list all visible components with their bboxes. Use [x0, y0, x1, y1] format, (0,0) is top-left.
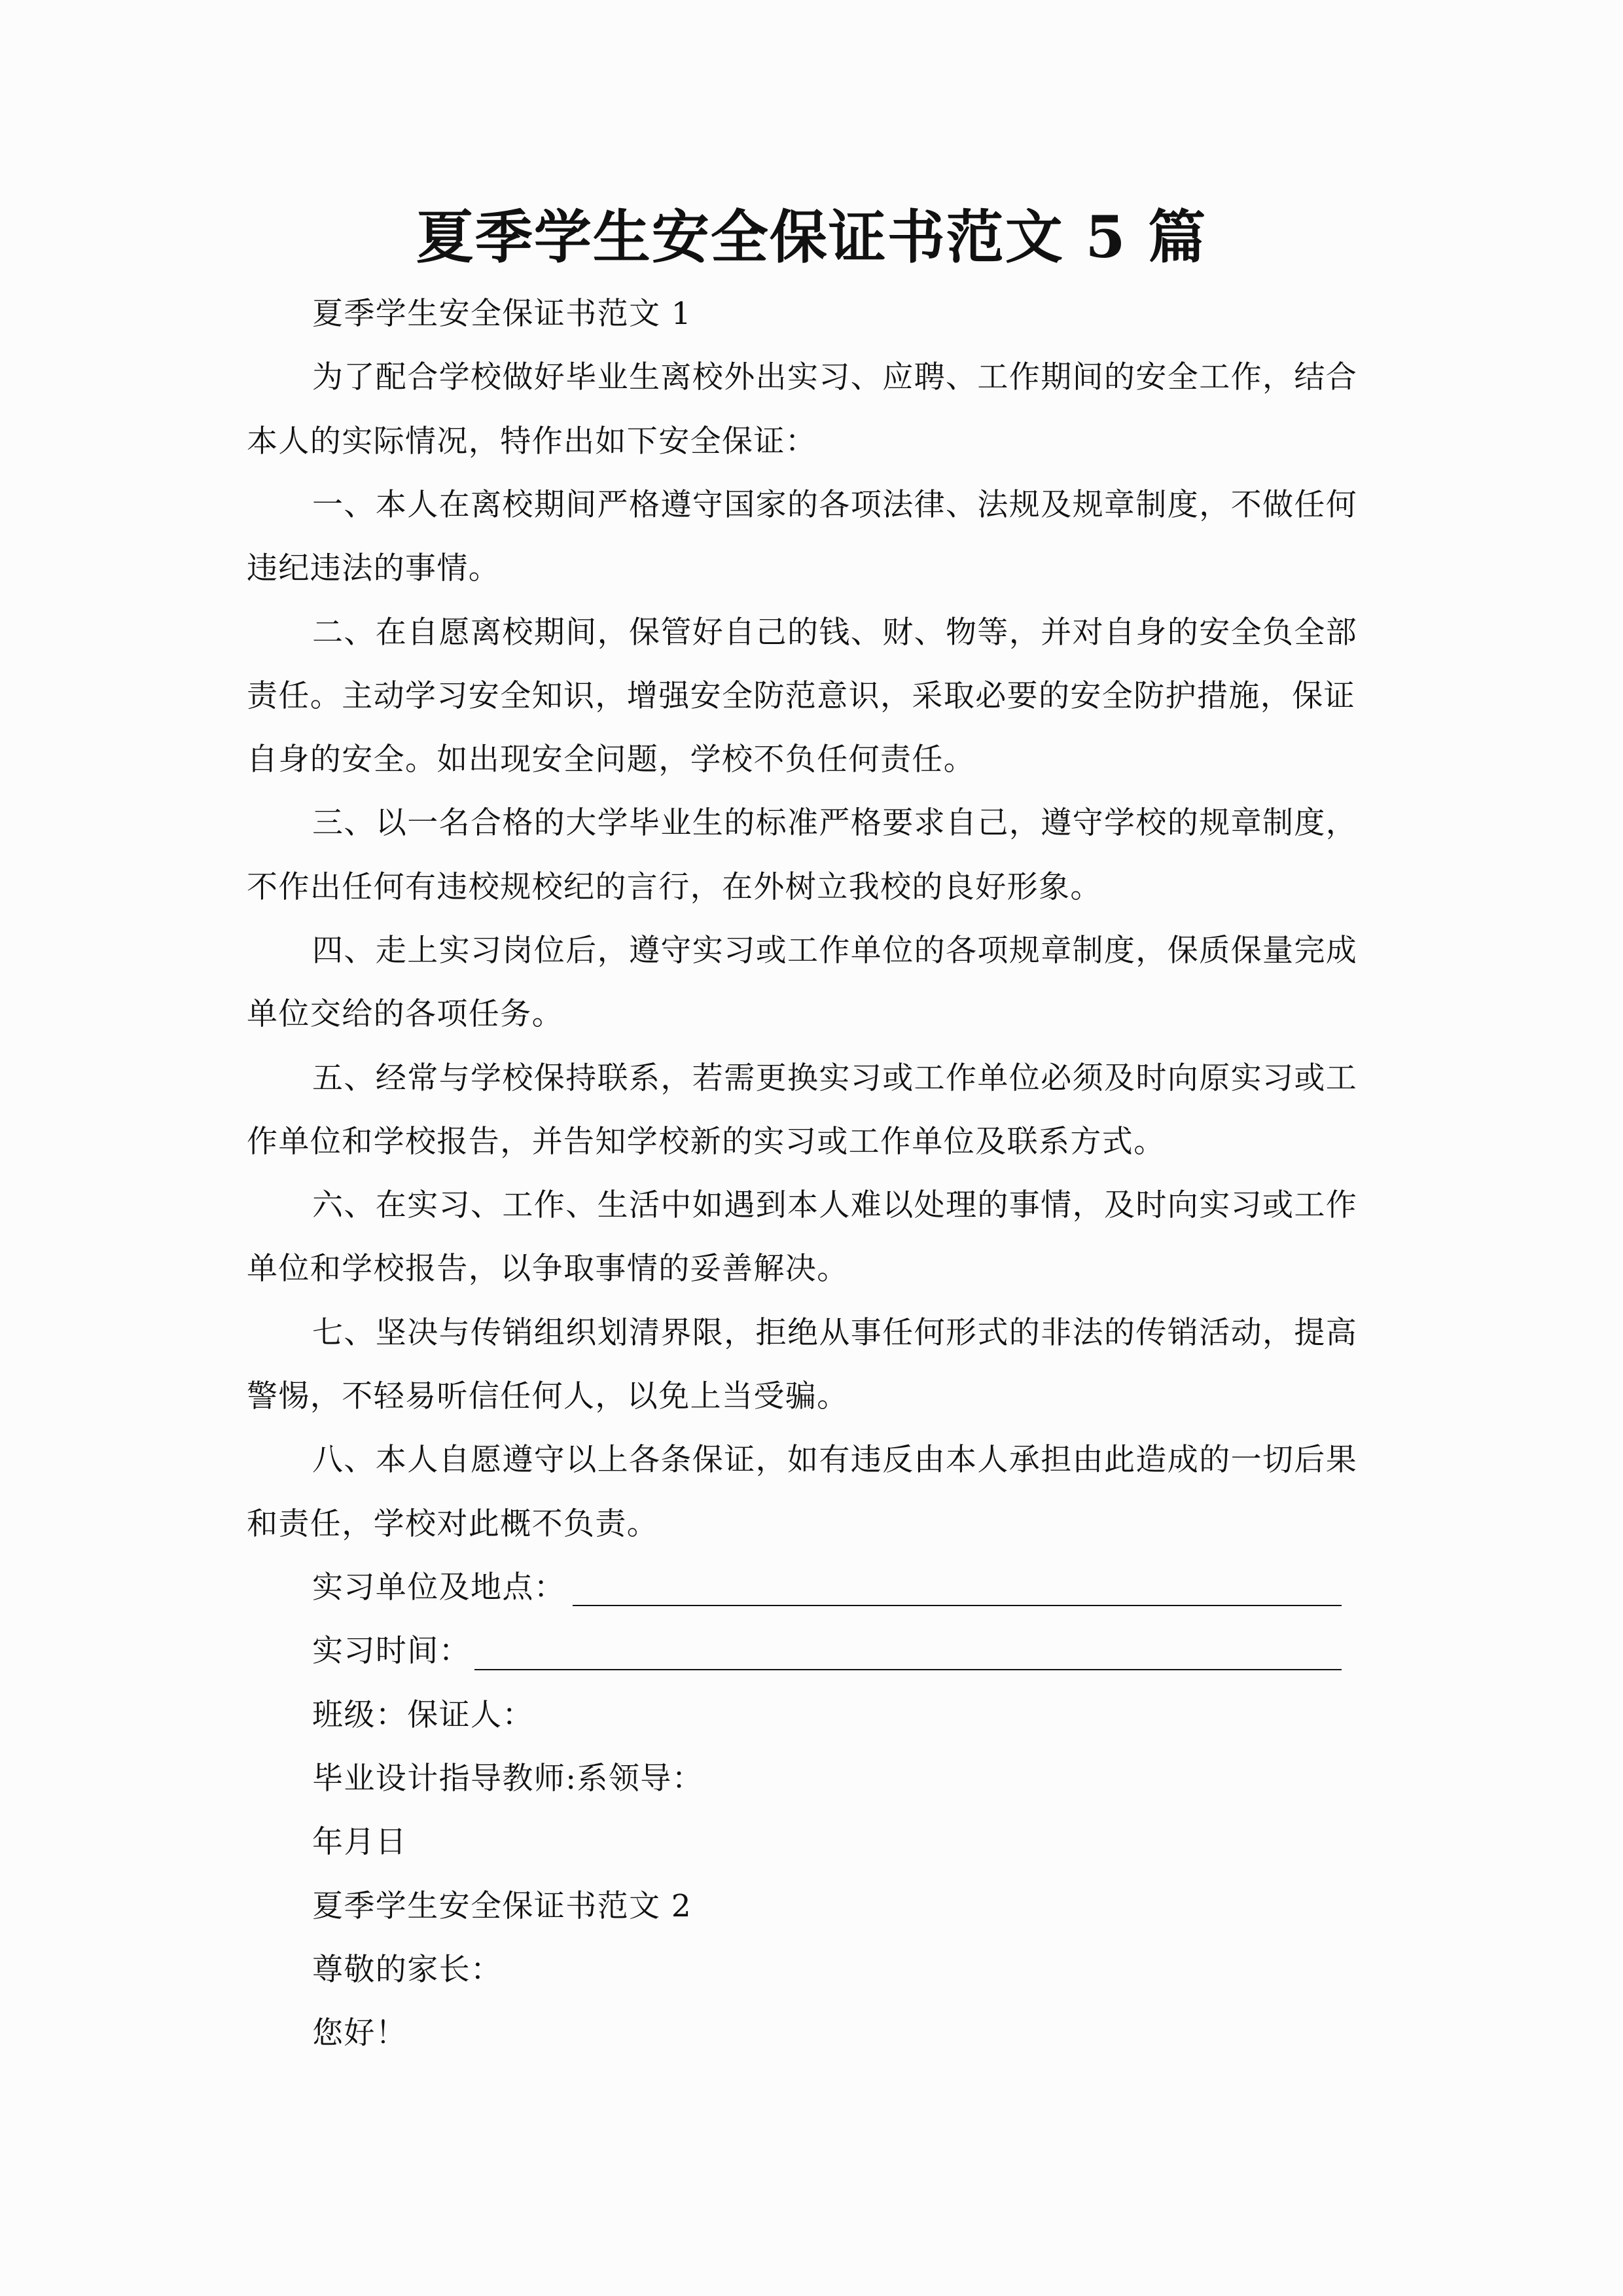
- paragraph-line: 警惕，不轻易听信任何人，以免上当受骗。: [247, 1378, 849, 1414]
- paragraph-line: 七、坚决与传销组织划清界限，拒绝从事任何形式的非法的传销活动，提高: [312, 1315, 1358, 1351]
- paragraph-line: 单位和学校报告，以争取事情的妥善解决。: [247, 1251, 849, 1287]
- salutation: 尊敬的家长：: [312, 1952, 503, 1988]
- paragraph-line: 一、本人在离校期间严格遵守国家的各项法律、法规及规章制度，不做任何: [312, 487, 1358, 523]
- document-title: 夏季学生安全保证书范文 5 篇: [416, 203, 1207, 271]
- internship-time-blank[interactable]: [474, 1669, 1342, 1670]
- advisor-leader-line: 毕业设计指导教师:系领导：: [312, 1761, 704, 1797]
- section-heading-2: 夏季学生安全保证书范文 2: [312, 1888, 692, 1924]
- paragraph-line: 责任。主动学习安全知识，增强安全防范意识，采取必要的安全防护措施，保证: [247, 678, 1355, 714]
- paragraph-line: 本人的实际情况，特作出如下安全保证：: [247, 423, 817, 459]
- paragraph-line: 八、本人自愿遵守以上各条保证，如有违反由本人承担由此造成的一切后果: [312, 1442, 1358, 1478]
- paragraph-line: 六、在实习、工作、生活中如遇到本人难以处理的事情，及时向实习或工作: [312, 1187, 1358, 1223]
- paragraph-line: 不作出任何有违校规校纪的言行，在外树立我校的良好形象。: [247, 869, 1102, 905]
- internship-time-label: 实习时间：: [312, 1633, 471, 1669]
- paragraph-line: 四、走上实习岗位后，遵守实习或工作单位的各项规章制度，保质保量完成: [312, 933, 1358, 969]
- class-guarantor-line: 班级：保证人：: [312, 1697, 534, 1733]
- paragraph-line: 五、经常与学校保持联系，若需更换实习或工作单位必须及时向原实习或工: [312, 1060, 1358, 1096]
- paragraph-line: 三、以一名合格的大学毕业生的标准严格要求自己，遵守学校的规章制度，: [312, 805, 1358, 841]
- paragraph-line: 和责任，学校对此概不负责。: [247, 1506, 659, 1542]
- paragraph-line: 自身的安全。如出现安全问题，学校不负任何责任。: [247, 742, 976, 778]
- greeting: 您好！: [312, 2015, 408, 2051]
- internship-location-label: 实习单位及地点：: [312, 1570, 566, 1605]
- paragraph-line: 二、在自愿离校期间，保管好自己的钱、财、物等，并对自身的安全负全部: [312, 615, 1358, 651]
- paragraph-line: 作单位和学校报告，并告知学校新的实习或工作单位及联系方式。: [247, 1124, 1166, 1160]
- section-heading-1: 夏季学生安全保证书范文 1: [312, 296, 692, 332]
- paragraph-line: 为了配合学校做好毕业生离校外出实习、应聘、工作期间的安全工作，结合: [312, 359, 1358, 395]
- internship-location-blank[interactable]: [573, 1605, 1342, 1606]
- paragraph-line: 单位交给的各项任务。: [247, 996, 563, 1032]
- paragraph-line: 违纪违法的事情。: [247, 550, 501, 586]
- date-line: 年月日: [312, 1824, 408, 1860]
